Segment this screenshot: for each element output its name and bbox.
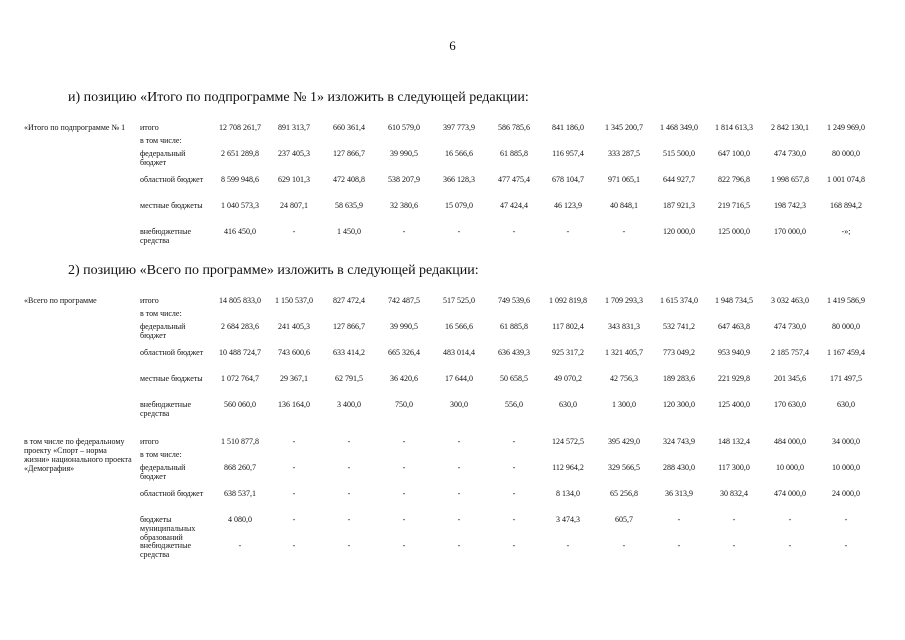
amount-cell: 80 000,0 xyxy=(832,149,860,158)
amount-cell: - xyxy=(402,463,406,472)
amount-cell: 329 566,5 xyxy=(608,463,640,472)
funding-source: в том числе: xyxy=(140,450,182,459)
amount-cell: 743 600,6 xyxy=(278,348,310,357)
amount-cell: 636 439,3 xyxy=(498,348,530,357)
amount-cell: 333 287,5 xyxy=(608,149,640,158)
funding-source: федеральный бюджет xyxy=(140,463,186,481)
amount-cell: 170 000,0 xyxy=(774,227,806,236)
amount-cell: - xyxy=(512,541,516,550)
amount-cell: 61 885,8 xyxy=(500,149,528,158)
amount-cell: 80 000,0 xyxy=(832,322,860,331)
amount-cell: 10 000,0 xyxy=(832,463,860,472)
amount-cell: 10 488 724,7 xyxy=(219,348,261,357)
amount-cell: 3 032 463,0 xyxy=(771,296,809,305)
amount-cell: 1 249 969,0 xyxy=(827,123,865,132)
amount-cell: - xyxy=(677,515,681,524)
table-row xyxy=(22,463,882,489)
amount-cell: 15 079,0 xyxy=(445,201,473,210)
amount-cell: - xyxy=(732,515,736,524)
amount-cell: 366 128,3 xyxy=(443,175,475,184)
table-row xyxy=(22,309,882,322)
amount-cell: 3 400,0 xyxy=(337,400,361,409)
amount-cell: 474 730,0 xyxy=(774,322,806,331)
table-row xyxy=(22,541,882,567)
row-group-label: «Всего по программе xyxy=(24,296,97,305)
table-row xyxy=(22,348,882,374)
row-group-label: «Итого по подпрограмме № 1 xyxy=(24,123,126,132)
amount-cell: 237 405,3 xyxy=(278,149,310,158)
amount-cell: 127 866,7 xyxy=(333,149,365,158)
amount-cell: 647 463,8 xyxy=(718,322,750,331)
amount-cell: - xyxy=(788,541,792,550)
amount-cell: - xyxy=(512,489,516,498)
amount-cell: 586 785,6 xyxy=(498,123,530,132)
table-row xyxy=(22,123,882,136)
amount-cell: - xyxy=(347,437,351,446)
funding-source: федеральный бюджет xyxy=(140,149,186,167)
amount-cell: 201 345,6 xyxy=(774,374,806,383)
amount-cell: - xyxy=(402,227,406,236)
amount-cell: 17 644,0 xyxy=(445,374,473,383)
amount-cell: 644 927,7 xyxy=(663,175,695,184)
amount-cell: 560 060,0 xyxy=(224,400,256,409)
amount-cell: - xyxy=(238,541,242,550)
amount-cell: 198 742,3 xyxy=(774,201,806,210)
table-row xyxy=(22,489,882,515)
amount-cell: 40 848,1 xyxy=(610,201,638,210)
amount-cell: - xyxy=(457,515,461,524)
amount-cell: 629 101,3 xyxy=(278,175,310,184)
amount-cell: 117 802,4 xyxy=(552,322,584,331)
amount-cell: 29 367,1 xyxy=(280,374,308,383)
amount-cell: 891 313,7 xyxy=(278,123,310,132)
amount-cell: 148 132,4 xyxy=(718,437,750,446)
amount-cell: 124 572,5 xyxy=(552,437,584,446)
funding-source: федеральный бюджет xyxy=(140,322,186,340)
amount-cell: - xyxy=(402,515,406,524)
section3-table xyxy=(22,437,882,567)
amount-cell: - xyxy=(844,515,848,524)
amount-cell: 39 990,5 xyxy=(390,149,418,158)
amount-cell: - xyxy=(292,463,296,472)
funding-source: итого xyxy=(140,437,159,446)
amount-cell: - xyxy=(292,489,296,498)
amount-cell: 170 630,0 xyxy=(774,400,806,409)
amount-cell: 324 743,9 xyxy=(663,437,695,446)
amount-cell: - xyxy=(292,541,296,550)
amount-cell: - xyxy=(457,227,461,236)
amount-cell: 1 450,0 xyxy=(337,227,361,236)
amount-cell: 953 940,9 xyxy=(718,348,750,357)
table-row xyxy=(22,296,882,309)
amount-cell: 65 256,8 xyxy=(610,489,638,498)
amount-cell: 168 894,2 xyxy=(830,201,862,210)
amount-cell: 2 185 757,4 xyxy=(771,348,809,357)
amount-cell: 136 164,0 xyxy=(278,400,310,409)
table-row xyxy=(22,374,882,400)
table-row xyxy=(22,201,882,227)
table-row xyxy=(22,450,882,463)
amount-cell: 397 773,9 xyxy=(443,123,475,132)
amount-cell: 610 579,0 xyxy=(388,123,420,132)
amount-cell: 515 500,0 xyxy=(663,149,695,158)
amount-cell: 1 072 764,7 xyxy=(221,374,259,383)
amount-cell: 47 424,4 xyxy=(500,201,528,210)
amount-cell: 125 000,0 xyxy=(718,227,750,236)
amount-cell: 742 487,5 xyxy=(388,296,420,305)
amount-cell: - xyxy=(566,227,570,236)
amount-cell: 189 283,6 xyxy=(663,374,695,383)
funding-source: местные бюджеты xyxy=(140,374,203,383)
amount-cell: 58 635,9 xyxy=(335,201,363,210)
amount-cell: 61 885,8 xyxy=(500,322,528,331)
amount-cell: 678 104,7 xyxy=(552,175,584,184)
funding-source: в том числе: xyxy=(140,309,182,318)
amount-cell: 416 450,0 xyxy=(224,227,256,236)
amount-cell: 971 065,1 xyxy=(608,175,640,184)
amount-cell: 483 014,4 xyxy=(443,348,475,357)
amount-cell: 1 001 074,8 xyxy=(827,175,865,184)
funding-source: областной бюджет xyxy=(140,175,204,184)
amount-cell: - xyxy=(347,489,351,498)
amount-cell: 116 957,4 xyxy=(552,149,584,158)
amount-cell: - xyxy=(347,541,351,550)
amount-cell: 750,0 xyxy=(395,400,413,409)
amount-cell: 517 525,0 xyxy=(443,296,475,305)
amount-cell: 660 361,4 xyxy=(333,123,365,132)
table-row xyxy=(22,322,882,348)
amount-cell: 24 807,1 xyxy=(280,201,308,210)
funding-source: бюджеты муниципальных образований xyxy=(140,515,196,542)
amount-cell: 12 708 261,7 xyxy=(219,123,261,132)
amount-cell: 1 300,0 xyxy=(612,400,636,409)
amount-cell: 2 651 289,8 xyxy=(221,149,259,158)
amount-cell: 474 000,0 xyxy=(774,489,806,498)
amount-cell: 16 566,6 xyxy=(445,149,473,158)
amount-cell: - xyxy=(732,541,736,550)
amount-cell: 1 321 405,7 xyxy=(605,348,643,357)
amount-cell: - xyxy=(566,541,570,550)
amount-cell: 1 167 459,4 xyxy=(827,348,865,357)
table-row xyxy=(22,175,882,201)
amount-cell: 1 345 200,7 xyxy=(605,123,643,132)
row-group-label: в том числе по федеральному проекту «Спорт – норма жизни» национального проекта «Демография» xyxy=(24,437,132,473)
amount-cell: 24 000,0 xyxy=(832,489,860,498)
amount-cell: 343 831,3 xyxy=(608,322,640,331)
amount-cell: - xyxy=(622,227,626,236)
amount-cell: 638 537,1 xyxy=(224,489,256,498)
amount-cell: 112 964,2 xyxy=(552,463,584,472)
amount-cell: 1 468 349,0 xyxy=(660,123,698,132)
amount-cell: - xyxy=(347,515,351,524)
amount-cell: - xyxy=(347,463,351,472)
amount-cell: 827 472,4 xyxy=(333,296,365,305)
amount-cell: - xyxy=(677,541,681,550)
amount-cell: - xyxy=(788,515,792,524)
amount-cell: 556,0 xyxy=(505,400,523,409)
amount-cell: 633 414,2 xyxy=(333,348,365,357)
amount-cell: 477 475,4 xyxy=(498,175,530,184)
amount-cell: 1 948 734,5 xyxy=(715,296,753,305)
amount-cell: 288 430,0 xyxy=(663,463,695,472)
amount-cell: 171 497,5 xyxy=(830,374,862,383)
amount-cell: 665 326,4 xyxy=(388,348,420,357)
amount-cell: 50 658,5 xyxy=(500,374,528,383)
amount-cell: 36 420,6 xyxy=(390,374,418,383)
amount-cell: 14 805 833,0 xyxy=(219,296,261,305)
amount-cell: 474 730,0 xyxy=(774,149,806,158)
amount-cell: - xyxy=(402,541,406,550)
amount-cell: 647 100,0 xyxy=(718,149,750,158)
amount-cell: 472 408,8 xyxy=(333,175,365,184)
amount-cell: 241 405,3 xyxy=(278,322,310,331)
amount-cell: 16 566,6 xyxy=(445,322,473,331)
amount-cell: 484 000,0 xyxy=(774,437,806,446)
amount-cell: 49 070,2 xyxy=(554,374,582,383)
amount-cell: - xyxy=(512,463,516,472)
amount-cell: - xyxy=(292,227,296,236)
funding-source: областной бюджет xyxy=(140,489,204,498)
amount-cell: 120 000,0 xyxy=(663,227,695,236)
table-row xyxy=(22,149,882,175)
section2-table xyxy=(22,296,882,426)
amount-cell: 925 317,2 xyxy=(552,348,584,357)
funding-source: внебюджетные средства xyxy=(140,541,191,559)
amount-cell: - xyxy=(457,489,461,498)
amount-cell: 39 990,5 xyxy=(390,322,418,331)
amount-cell: 34 000,0 xyxy=(832,437,860,446)
amount-cell: 532 741,2 xyxy=(663,322,695,331)
amount-cell: 221 929,8 xyxy=(718,374,750,383)
amount-cell: - xyxy=(292,515,296,524)
amount-cell: 36 313,9 xyxy=(665,489,693,498)
amount-cell: 1 092 819,8 xyxy=(549,296,587,305)
amount-cell: 868 260,7 xyxy=(224,463,256,472)
amount-cell: 605,7 xyxy=(615,515,633,524)
amount-cell: 120 300,0 xyxy=(663,400,695,409)
amount-cell: 62 791,5 xyxy=(335,374,363,383)
amount-cell: 1 709 293,3 xyxy=(605,296,643,305)
section2-heading: 2) позицию «Всего по программе» изложить в следующей редакции: xyxy=(68,263,479,278)
amount-cell: - xyxy=(512,227,516,236)
amount-cell: - xyxy=(457,541,461,550)
amount-cell: 773 049,2 xyxy=(663,348,695,357)
page-number: 6 xyxy=(449,38,456,53)
amount-cell: 125 400,0 xyxy=(718,400,750,409)
section1-heading: и) позицию «Итого по подпрограмме № 1» изложить в следующей редакции: xyxy=(68,90,529,105)
section1-table xyxy=(22,123,882,253)
amount-cell: - xyxy=(844,541,848,550)
amount-cell: 10 000,0 xyxy=(776,463,804,472)
amount-cell: - xyxy=(402,489,406,498)
amount-cell: 117 300,0 xyxy=(718,463,750,472)
funding-source: внебюджетные средства xyxy=(140,400,191,418)
amount-cell: 538 207,9 xyxy=(388,175,420,184)
amount-cell: 1 150 537,0 xyxy=(275,296,313,305)
amount-cell: 8 134,0 xyxy=(556,489,580,498)
amount-cell: 32 380,6 xyxy=(390,201,418,210)
table-row xyxy=(22,515,882,541)
amount-cell: 1 814 613,3 xyxy=(715,123,753,132)
amount-cell: 219 716,5 xyxy=(718,201,750,210)
table-row xyxy=(22,400,882,426)
amount-cell: 749 539,6 xyxy=(498,296,530,305)
amount-cell: 822 796,8 xyxy=(718,175,750,184)
amount-cell: 1 510 877,8 xyxy=(221,437,259,446)
amount-cell: 42 756,3 xyxy=(610,374,638,383)
funding-source: в том числе: xyxy=(140,136,182,145)
amount-cell: - xyxy=(292,437,296,446)
amount-cell: 1 419 586,9 xyxy=(827,296,865,305)
funding-source: внебюджетные средства xyxy=(140,227,191,245)
funding-source: итого xyxy=(140,123,159,132)
amount-cell: - xyxy=(512,515,516,524)
amount-cell: 630,0 xyxy=(837,400,855,409)
funding-source: областной бюджет xyxy=(140,348,204,357)
table-row xyxy=(22,136,882,149)
amount-cell: - xyxy=(512,437,516,446)
amount-cell: 1 998 657,8 xyxy=(771,175,809,184)
amount-cell: 187 921,3 xyxy=(663,201,695,210)
amount-cell: 841 186,0 xyxy=(552,123,584,132)
funding-source: местные бюджеты xyxy=(140,201,203,210)
funding-source: итого xyxy=(140,296,159,305)
amount-cell: 630,0 xyxy=(559,400,577,409)
amount-cell: 3 474,3 xyxy=(556,515,580,524)
amount-cell: - xyxy=(622,541,626,550)
amount-cell: 300,0 xyxy=(450,400,468,409)
amount-cell: 8 599 948,6 xyxy=(221,175,259,184)
amount-cell: - xyxy=(457,437,461,446)
table-row xyxy=(22,227,882,253)
amount-cell: 127 866,7 xyxy=(333,322,365,331)
amount-cell: 4 080,0 xyxy=(228,515,252,524)
amount-cell: 2 684 283,6 xyxy=(221,322,259,331)
amount-cell: - xyxy=(402,437,406,446)
amount-cell: 30 832,4 xyxy=(720,489,748,498)
amount-cell: - xyxy=(457,463,461,472)
amount-cell: 1 615 374,0 xyxy=(660,296,698,305)
amount-cell: 46 123,9 xyxy=(554,201,582,210)
amount-cell: 395 429,0 xyxy=(608,437,640,446)
amount-cell: 1 040 573,3 xyxy=(221,201,259,210)
amount-cell: 2 842 130,1 xyxy=(771,123,809,132)
amount-cell: -»; xyxy=(841,227,851,236)
